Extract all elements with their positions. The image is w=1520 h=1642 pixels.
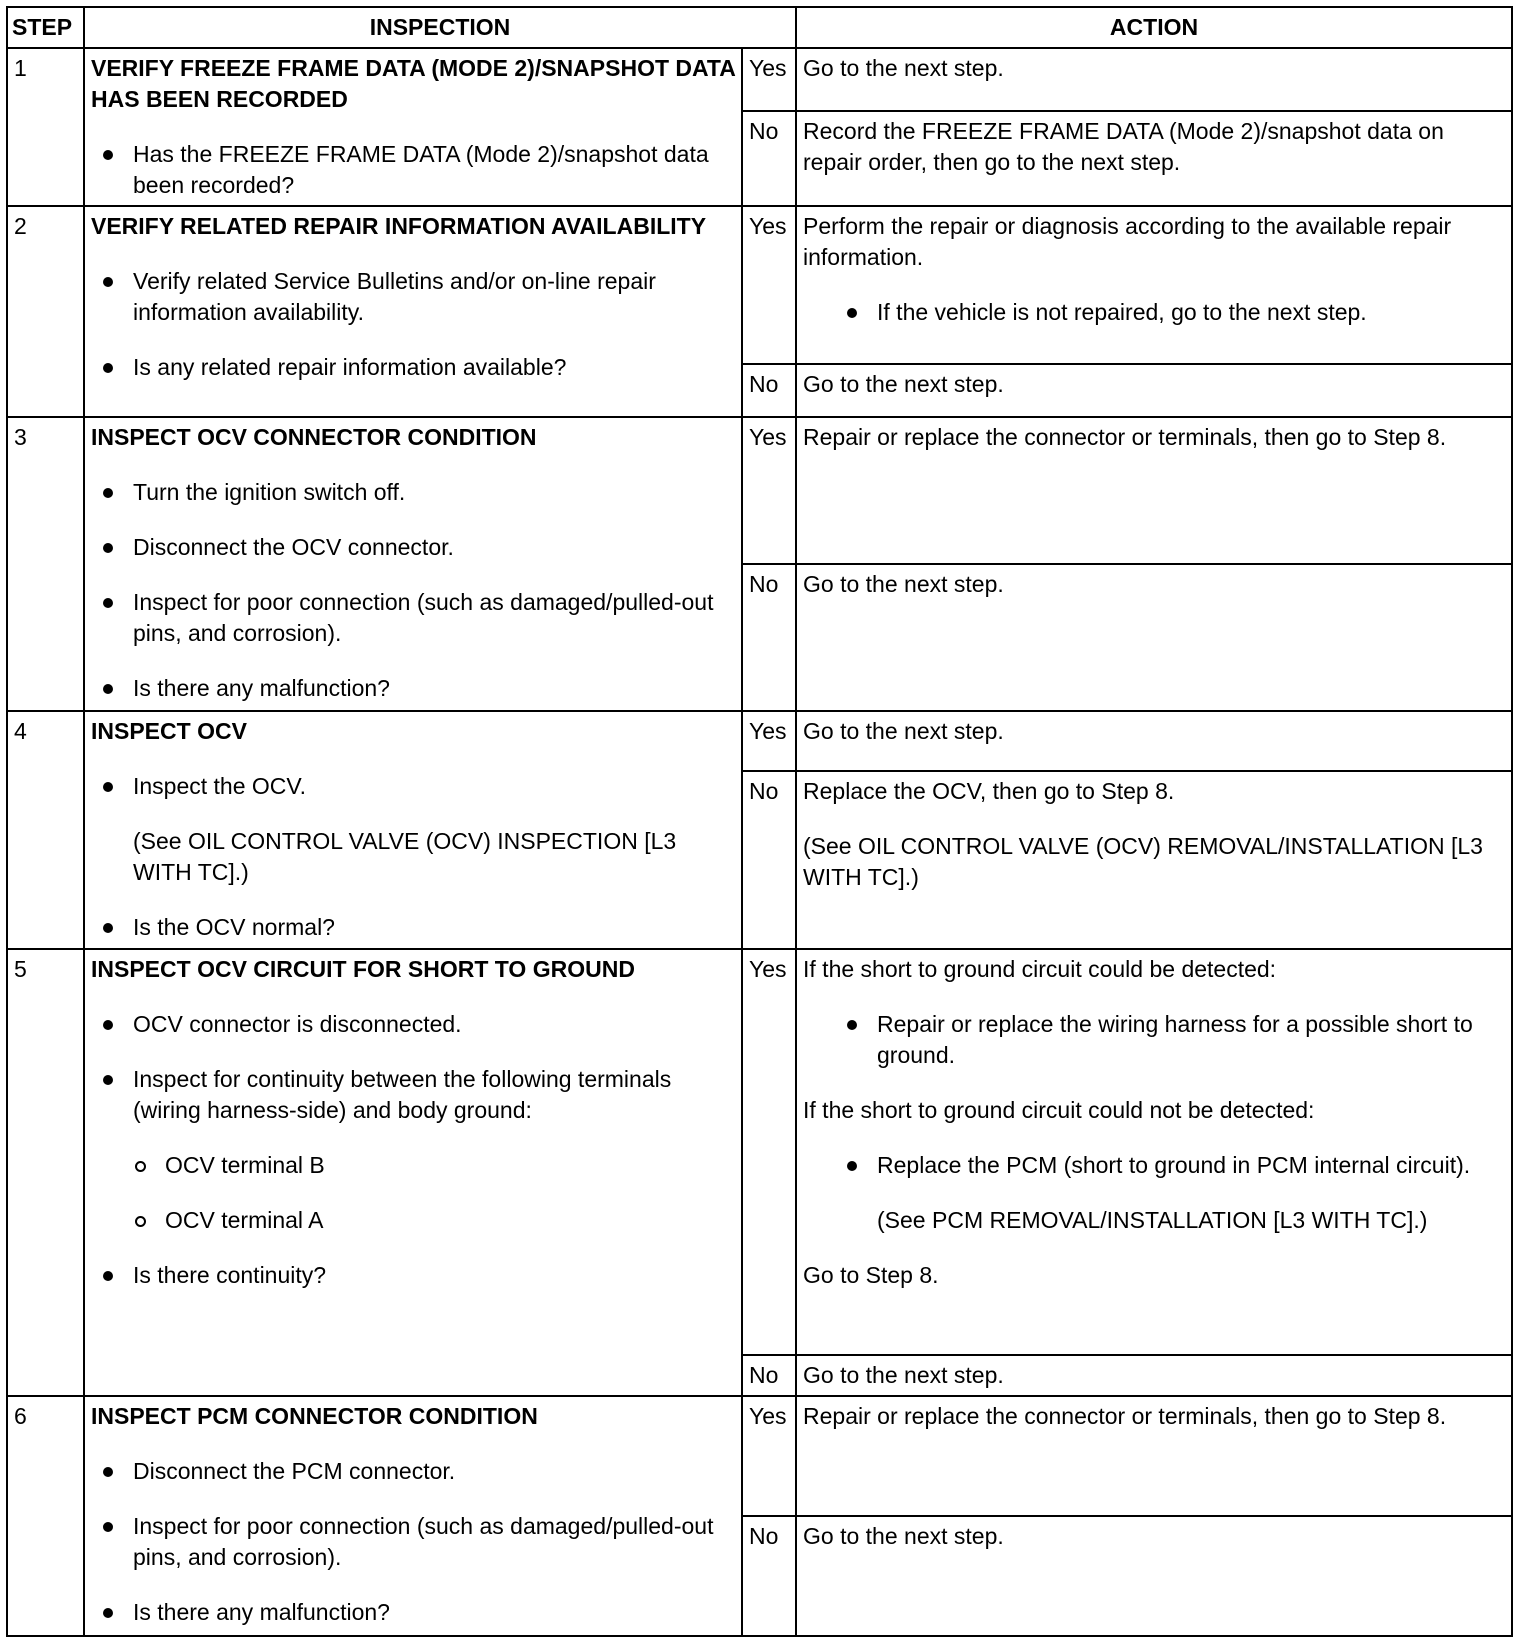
step-inspection <box>84 949 742 1396</box>
step-number: 1 <box>7 48 84 206</box>
step-number: 2 <box>7 206 84 417</box>
step-inspection <box>84 1396 742 1636</box>
yes-action: Go to the next step. <box>796 711 1512 771</box>
no-label: No <box>742 1355 796 1396</box>
inspection-bullet <box>133 1064 735 1236</box>
action-bullet-text: Replace the PCM (short to ground in PCM internal circuit). <box>877 1152 1471 1178</box>
step-title: VERIFY FREEZE FRAME DATA (MODE 2)/SNAPSHOT DATA HAS BEEN RECORDED <box>91 55 736 112</box>
no-action: Go to the next step. <box>796 564 1512 711</box>
no-label: No <box>742 111 796 206</box>
action-bullet: If the vehicle is not repaired, go to the next step. <box>877 297 1505 328</box>
yes-action: Go to the next step. <box>796 48 1512 111</box>
goto-text: Go to Step 8. <box>803 1262 939 1288</box>
terminal-sub-bullet: OCV terminal B <box>165 1150 735 1181</box>
step-inspection <box>84 417 742 711</box>
step-1-yes-row <box>7 48 1512 111</box>
inspection-bullet-list <box>91 771 735 943</box>
no-label: No <box>742 364 796 417</box>
yes-label: Yes <box>742 949 796 1355</box>
inspection-bullet: Verify related Service Bulletins and/or on-line repair information availability. <box>133 266 735 328</box>
step-column-header: STEP <box>7 7 84 48</box>
no-action: Go to the next step. <box>796 364 1512 417</box>
action-bullet: Repair or replace the wiring harness for a possible short to ground. <box>877 1009 1505 1071</box>
no-label: No <box>742 564 796 711</box>
action-bullet-list <box>803 297 1505 328</box>
inspection-bullet: Disconnect the OCV connector. <box>133 532 735 563</box>
no-action: Go to the next step. <box>796 1516 1512 1636</box>
no-label: No <box>742 771 796 949</box>
yes-label: Yes <box>742 206 796 364</box>
diagnostic-procedure-table <box>6 6 1513 1637</box>
header-row <box>7 7 1512 48</box>
reference-link-text: (See PCM REMOVAL/INSTALLATION [L3 WITH TC].) <box>877 1207 1428 1233</box>
inspection-bullet: Inspect for poor connection (such as damaged/pulled-out pins, and corrosion). <box>133 587 735 649</box>
action-bullet-list <box>803 1009 1505 1071</box>
inspection-bullet <box>133 771 735 888</box>
inspection-bullet-list <box>91 477 735 704</box>
step-3-yes-row <box>7 417 1512 564</box>
step-title: INSPECT OCV CIRCUIT FOR SHORT TO GROUND <box>91 956 635 982</box>
inspection-bullet: Turn the ignition switch off. <box>133 477 735 508</box>
step-number: 3 <box>7 417 84 711</box>
no-action-cell <box>796 771 1512 949</box>
yes-action: Repair or replace the connector or terminals, then go to Step 8. <box>796 417 1512 564</box>
inspection-bullet: Is there any malfunction? <box>133 1597 735 1628</box>
no-label: No <box>742 1516 796 1636</box>
inspection-bullet-list <box>91 139 735 201</box>
no-action: Go to the next step. <box>796 1355 1512 1396</box>
inspection-bullet: Is the OCV normal? <box>133 912 735 943</box>
yes-label: Yes <box>742 711 796 771</box>
inspection-bullet: Is any related repair information available? <box>133 352 735 383</box>
step-5-yes-row <box>7 949 1512 1355</box>
no-action: Replace the OCV, then go to Step 8. <box>803 778 1175 804</box>
condition-text: If the short to ground circuit could be detected: <box>803 956 1277 982</box>
action-column-header: ACTION <box>796 7 1512 48</box>
inspection-bullet: Is there any malfunction? <box>133 673 735 704</box>
no-action: Record the FREEZE FRAME DATA (Mode 2)/snapshot data on repair order, then go to the next step. <box>796 111 1512 206</box>
step-title: INSPECT PCM CONNECTOR CONDITION <box>91 1403 538 1429</box>
terminal-sub-list <box>133 1150 735 1236</box>
action-bullet <box>877 1150 1505 1236</box>
inspection-bullet: Has the FREEZE FRAME DATA (Mode 2)/snapshot data been recorded? <box>133 139 735 201</box>
yes-label: Yes <box>742 417 796 564</box>
inspection-bullet-list <box>91 266 735 383</box>
inspection-bullet: Inspect for poor connection (such as damaged/pulled-out pins, and corrosion). <box>133 1511 735 1573</box>
yes-action-cell <box>796 206 1512 364</box>
inspection-bullet-text: Inspect for continuity between the following terminals (wiring harness-side) and body ground: <box>133 1066 672 1123</box>
step-title: VERIFY RELATED REPAIR INFORMATION AVAILABILITY <box>91 213 707 239</box>
action-bullet-list <box>803 1150 1505 1236</box>
inspection-column-header: INSPECTION <box>84 7 796 48</box>
inspection-bullet: OCV connector is disconnected. <box>133 1009 735 1040</box>
step-4-yes-row <box>7 711 1512 771</box>
inspection-bullet: Disconnect the PCM connector. <box>133 1456 735 1487</box>
terminal-sub-bullet: OCV terminal A <box>165 1205 735 1236</box>
step-number: 4 <box>7 711 84 949</box>
step-2-yes-row <box>7 206 1512 364</box>
step-inspection <box>84 48 742 206</box>
condition-text: If the short to ground circuit could not be detected: <box>803 1097 1315 1123</box>
yes-action-cell <box>796 949 1512 1355</box>
step-inspection <box>84 711 742 949</box>
inspection-bullet: Is there continuity? <box>133 1260 735 1291</box>
yes-action: Perform the repair or diagnosis according to the available repair information. <box>803 213 1452 270</box>
inspection-bullet-list <box>91 1456 735 1628</box>
inspection-bullet-list <box>91 1009 735 1291</box>
reference-link-text: (See OIL CONTROL VALVE (OCV) REMOVAL/INSTALLATION [L3 WITH TC].) <box>803 833 1483 890</box>
step-inspection <box>84 206 742 417</box>
step-6-yes-row <box>7 1396 1512 1516</box>
step-title: INSPECT OCV <box>91 718 247 744</box>
yes-action: Repair or replace the connector or terminals, then go to Step 8. <box>796 1396 1512 1516</box>
inspection-bullet-text: Inspect the OCV. <box>133 773 307 799</box>
yes-label: Yes <box>742 48 796 111</box>
reference-link-text: (See OIL CONTROL VALVE (OCV) INSPECTION [L3 WITH TC].) <box>133 828 677 885</box>
step-title: INSPECT OCV CONNECTOR CONDITION <box>91 424 537 450</box>
step-number: 6 <box>7 1396 84 1636</box>
yes-label: Yes <box>742 1396 796 1516</box>
step-number: 5 <box>7 949 84 1396</box>
